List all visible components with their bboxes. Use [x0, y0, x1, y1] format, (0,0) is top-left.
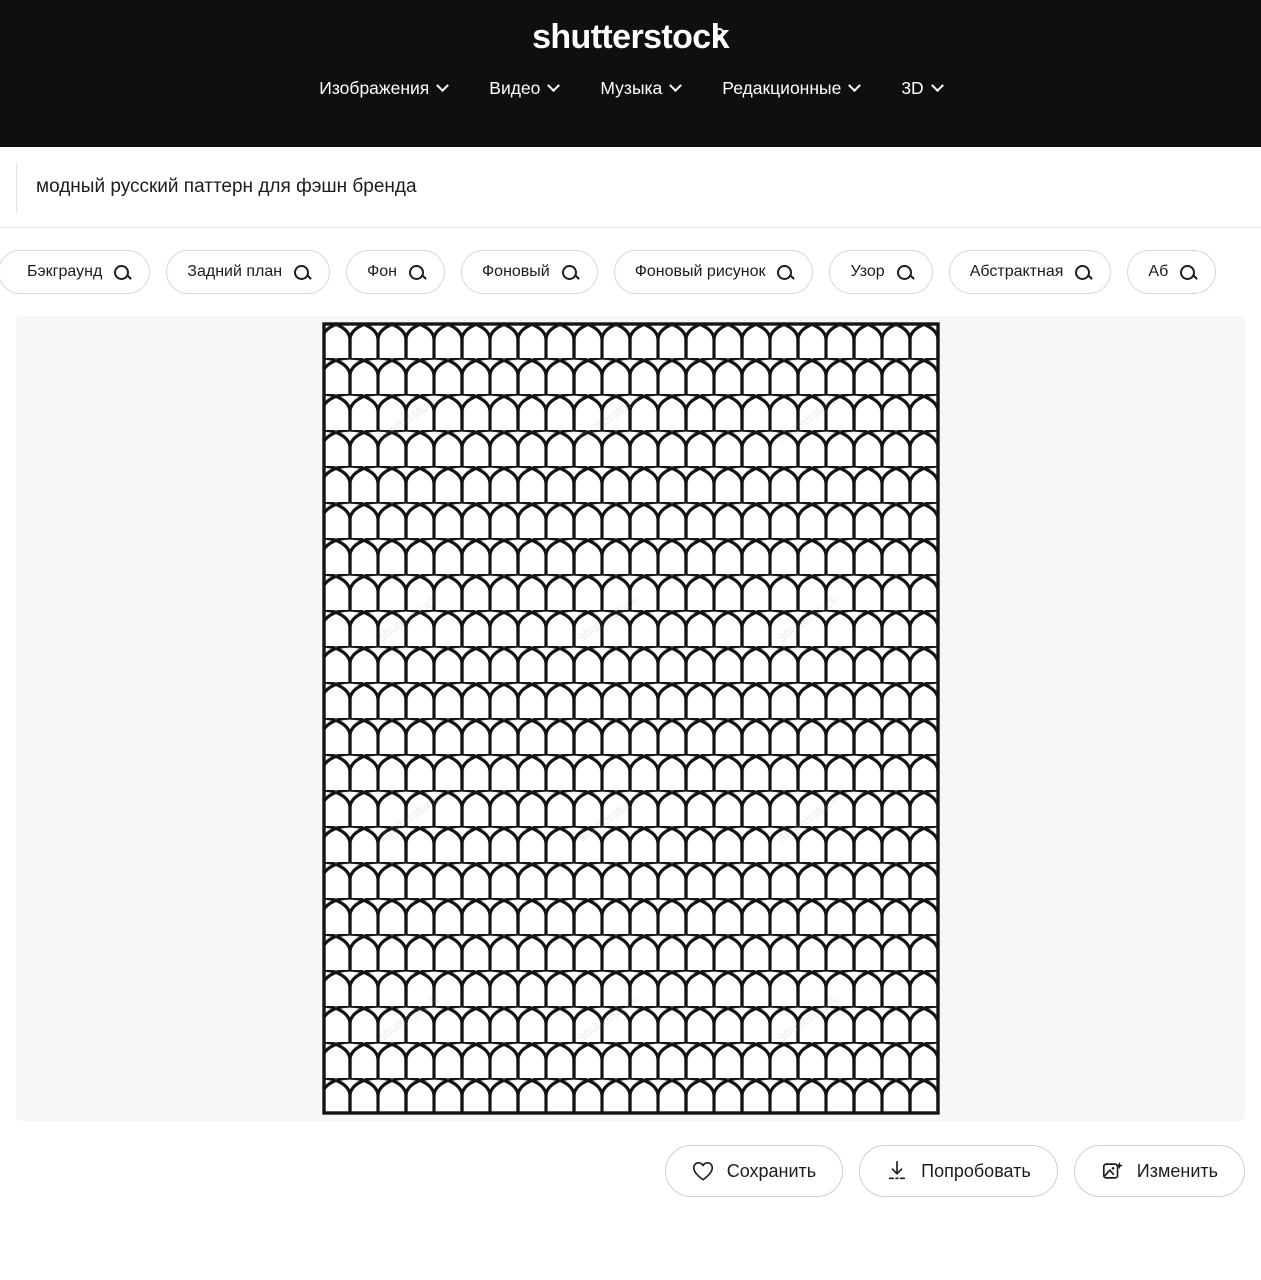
chip-label: Абстрактная	[969, 263, 1064, 280]
chip-label: Фон	[367, 263, 397, 280]
edit-image-icon	[1101, 1160, 1124, 1182]
chip-background-1[interactable]	[0, 250, 150, 294]
nav-item-video[interactable]	[487, 74, 560, 103]
nav-item-label: 3D	[901, 78, 924, 98]
chip-background-2[interactable]	[166, 250, 330, 294]
nav-item-music[interactable]	[598, 74, 682, 103]
edit-button[interactable]	[1074, 1145, 1245, 1197]
chip-background-4[interactable]	[461, 250, 598, 294]
search-icon	[409, 265, 424, 280]
chevron-down-icon	[436, 79, 449, 92]
arch-pattern-graphic	[322, 322, 940, 1115]
nav-item-editorial[interactable]	[720, 74, 861, 103]
nav-item-label: Редакционные	[722, 78, 842, 98]
chip-label: Фоновый	[482, 263, 550, 280]
chip-label: Узор	[850, 263, 885, 280]
related-search-chips	[0, 228, 1261, 316]
try-button-label: Попробовать	[921, 1160, 1031, 1181]
save-button[interactable]	[665, 1145, 843, 1197]
save-button-label: Сохранить	[726, 1160, 817, 1181]
nav-item-label: Музыка	[600, 78, 663, 98]
shutterstock-logo[interactable]	[0, 0, 1261, 58]
main-nav	[0, 74, 1261, 103]
search-input[interactable]	[0, 175, 1261, 199]
chip-label: Задний план	[187, 263, 283, 280]
chip-label: Бэкграунд	[27, 263, 103, 280]
chip-background-pattern[interactable]	[614, 250, 814, 294]
chip-pattern[interactable]	[829, 250, 932, 294]
search-icon	[114, 265, 129, 280]
edit-button-label: Изменить	[1136, 1160, 1218, 1181]
logo-dot-icon	[715, 28, 724, 37]
chevron-down-icon	[669, 79, 682, 92]
search-icon	[1075, 265, 1090, 280]
search-icon	[1180, 265, 1195, 280]
logo-text: shutterstock	[532, 18, 729, 56]
search-icon	[562, 265, 577, 280]
try-button[interactable]	[859, 1145, 1058, 1197]
search-icon	[897, 265, 912, 280]
nav-item-3d[interactable]	[899, 74, 943, 103]
heart-icon	[692, 1161, 714, 1181]
chip-background-3[interactable]	[346, 250, 445, 294]
nav-item-label: Изображения	[319, 78, 430, 98]
image-actions	[0, 1121, 1261, 1197]
nav-item-label: Видео	[489, 78, 541, 98]
site-header	[0, 0, 1261, 147]
search-bar	[0, 147, 1261, 228]
chip-abstract-partial[interactable]	[1127, 250, 1216, 294]
download-dashed-icon	[886, 1160, 908, 1182]
search-icon	[294, 265, 309, 280]
chevron-down-icon	[848, 79, 861, 92]
nav-item-images[interactable]	[317, 74, 449, 103]
chip-label: Фоновый рисунок	[634, 263, 766, 280]
chevron-down-icon	[548, 79, 561, 92]
search-divider	[16, 163, 17, 213]
image-preview-card[interactable]	[16, 316, 1245, 1121]
pattern-image	[322, 322, 940, 1115]
chip-label: Аб	[1148, 263, 1169, 280]
chip-abstract[interactable]	[949, 250, 1112, 294]
chevron-down-icon	[931, 79, 944, 92]
search-icon	[777, 265, 792, 280]
